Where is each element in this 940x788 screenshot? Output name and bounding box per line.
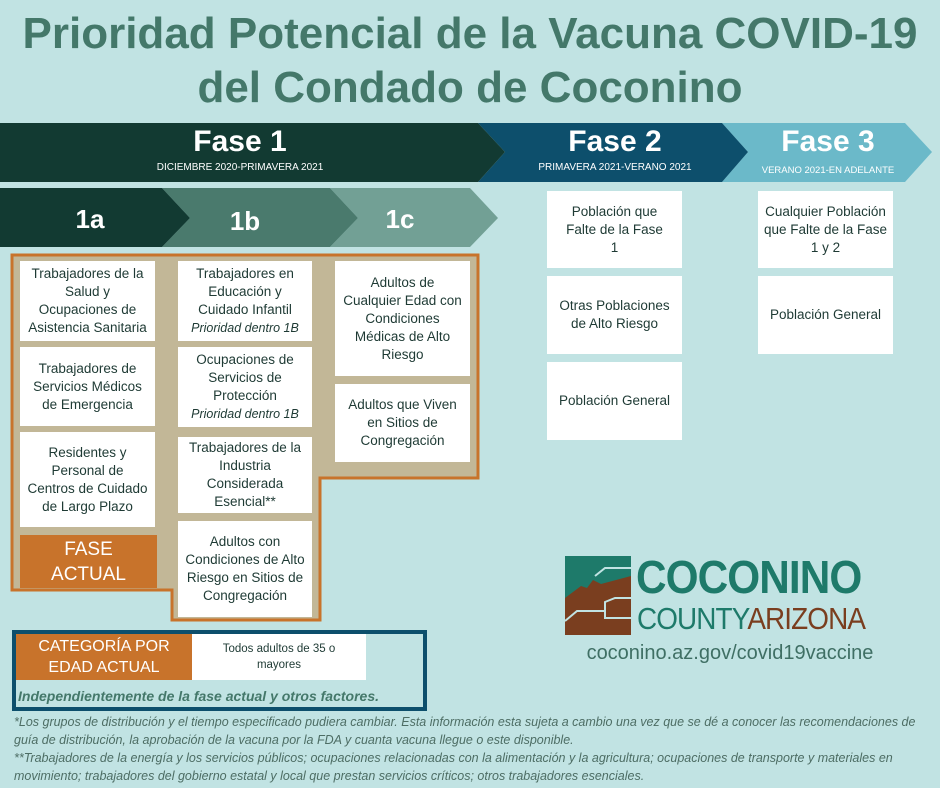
group-text: Trabajadores en Educación y Cuidado Infantil bbox=[196, 266, 294, 317]
logo-coconino: COCONINO bbox=[636, 551, 862, 603]
coconino-logo-mark bbox=[565, 556, 631, 635]
group-card: Residentes y Personal de Centros de Cuidado de Largo Plazo bbox=[20, 432, 155, 527]
age-category-label: CATEGORÍA POR EDAD ACTUAL bbox=[16, 634, 192, 680]
group-note: Prioridad dentro 1B bbox=[191, 321, 299, 335]
current-phase-badge: FASE ACTUAL bbox=[20, 535, 157, 588]
group-card bbox=[178, 347, 312, 427]
footnote-1: *Los grupos de distribución y el tiempo especificado pudiera cambiar. Esta información esta sujeta a cambio una vez que se dé a conocer las recomendaciones de guía de distribución, la aprobación de la vacuna por la FDA y cuanta vacuna llegue o este disponible. bbox=[14, 715, 916, 747]
group-text: Ocupaciones de Servicios de Protección bbox=[196, 352, 294, 403]
group-card: Adultos de Cualquier Edad con Condiciones Médicas de Alto Riesgo bbox=[335, 261, 470, 376]
subphase-1b-label: 1b bbox=[229, 206, 261, 236]
title-line-1: Prioridad Potencial de la Vacuna COVID-19 bbox=[22, 9, 918, 58]
logo-arizona: ARIZONA bbox=[747, 601, 866, 636]
phase-2-dates: PRIMAVERA 2021-VERANO 2021 bbox=[538, 162, 692, 173]
group-card: Población General bbox=[758, 276, 893, 354]
subphase-1c-label: 1c bbox=[385, 204, 415, 234]
group-card: Adultos con Condiciones de Alto Riesgo en Sitios de Congregación bbox=[178, 521, 312, 617]
group-card: Trabajadores de la Salud y Ocupaciones de Asistencia Sanitaria bbox=[20, 261, 155, 341]
phase-3-label: Fase 3 bbox=[781, 125, 875, 158]
subphase-1a-label: 1a bbox=[75, 204, 105, 234]
group-card: Cualquier Población que Falte de la Fase 1 y 2 bbox=[758, 191, 893, 268]
website-link[interactable]: coconino.az.gov/covid19vaccine bbox=[586, 642, 874, 664]
age-caption: Independientemente de la fase actual y otros factores. bbox=[18, 688, 379, 704]
group-card bbox=[178, 261, 312, 341]
age-category-value: Todos adultos de 35 o mayores bbox=[192, 634, 366, 680]
group-card: Población General bbox=[547, 362, 682, 440]
phase-2-label: Fase 2 bbox=[568, 125, 662, 158]
phase-1-label: Fase 1 bbox=[193, 125, 287, 158]
group-card: Trabajadores de Servicios Médicos de Emergencia bbox=[20, 347, 155, 426]
phase-3-dates: VERANO 2021-EN ADELANTE bbox=[761, 165, 895, 176]
group-note: Prioridad dentro 1B bbox=[191, 407, 299, 421]
title-line-2: del Condado de Coconino bbox=[197, 63, 743, 112]
footnote-2: **Trabajadores de la energía y los servicios públicos; ocupaciones relacionadas con la alimentación y la agricultura; ocupaciones de transporte y materiales en movimiento; trabajadores del gobierno estatal y local que prestan servicios críticos; otros trabajadores esenciales. bbox=[14, 751, 893, 783]
phase-1-dates: DICIEMBRE 2020-PRIMAVERA 2021 bbox=[156, 162, 324, 173]
group-card: Adultos que Viven en Sitios de Congregación bbox=[335, 384, 470, 462]
group-card: Población que Falte de la Fase 1 bbox=[547, 191, 682, 268]
group-card: Otras Poblaciones de Alto Riesgo bbox=[547, 276, 682, 354]
logo-county: COUNTY bbox=[637, 601, 748, 636]
logo-county-arizona bbox=[637, 603, 865, 635]
group-card: Trabajadores de la Industria Considerada Esencial** bbox=[178, 437, 312, 513]
